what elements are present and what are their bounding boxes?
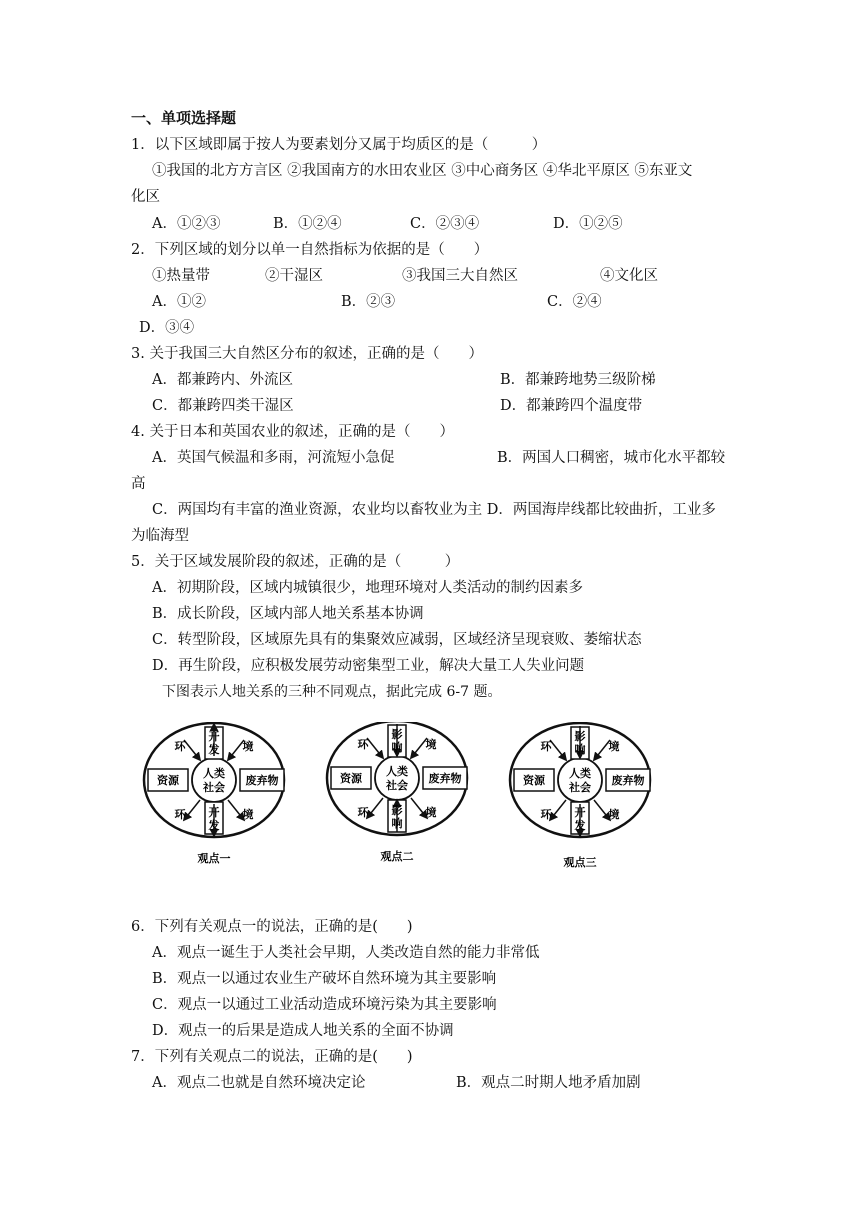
question-3-option-a: A．都兼跨内、外流区 [152, 372, 293, 388]
question-7-option-b: B．观点二时期人地矛盾加剧 [456, 1075, 641, 1091]
man-land-relationship-diagram [140, 722, 670, 872]
v1-ring-bottom-left: 环 [174, 808, 186, 821]
v2-top-arrow-char-2: 响 [391, 741, 403, 754]
question-3-option-d: D．都兼跨四个温度带 [500, 398, 643, 414]
viewpoint-3-panel [510, 723, 650, 869]
v1-waste-label: 废弃物 [245, 774, 279, 787]
v1-society-l2: 社会 [203, 781, 225, 794]
question-7-stem: 7．下列有关观点二的说法，正确的是( ) [131, 1049, 413, 1065]
question-5-option-b: B．成长阶段，区域内部人地关系基本协调 [152, 606, 424, 622]
question-2-stem: 2．下列区域的划分以单一自然指标为依据的是（ ） [131, 242, 489, 258]
question-4-option-d-cont: 为临海型 [131, 528, 189, 544]
v3-bottom-arrow-char-1: 开 [574, 806, 586, 819]
v2-bottom-arrow-char-2: 响 [391, 817, 403, 830]
question-3-stem: 3. 关于我国三大自然区分布的叙述，正确的是（ ） [131, 346, 483, 362]
question-2-option-b: B．②③ [341, 294, 396, 310]
question-6-stem: 6．下列有关观点一的说法，正确的是( ) [131, 919, 413, 935]
viewpoint-2-panel [327, 722, 467, 863]
v1-society-l1: 人类 [203, 767, 225, 780]
question-5-option-a: A．初期阶段，区域内城镇很少，地理环境对人类活动的制约因素多 [152, 580, 583, 596]
question-6-option-a: A．观点一诞生于人类社会早期，人类改造自然的能力非常低 [152, 945, 540, 961]
question-6-option-c: C．观点一以通过工业活动造成环境污染为其主要影响 [152, 997, 497, 1013]
v1-caption: 观点一 [197, 852, 231, 865]
question-3-option-b: B．都兼跨地势三级阶梯 [500, 372, 656, 388]
v1-ring-top-left: 环 [174, 740, 186, 753]
v2-bottom-arrow-char-1: 影 [391, 804, 403, 817]
v3-top-arrow-char-1: 影 [574, 730, 586, 743]
question-5-option-c: C．转型阶段，区域原先具有的集聚效应减弱，区域经济呈现衰败、萎缩状态 [152, 632, 642, 648]
v2-society-l2: 社会 [386, 779, 408, 792]
v1-resource-label: 资源 [157, 774, 179, 787]
question-6-option-d: D．观点一的后果是造成人地关系的全面不协调 [152, 1023, 454, 1039]
v2-ring-bottom-right: 境 [425, 806, 437, 819]
question-2-option-a: A．①② [152, 294, 206, 310]
v1-ring-bottom-right: 境 [242, 808, 254, 821]
v2-ring-bottom-left: 环 [357, 806, 369, 819]
v3-society-l2: 社会 [569, 781, 591, 794]
v2-ring-top-right: 境 [425, 738, 437, 751]
question-4-option-cd: C．两国均有丰富的渔业资源，农业均以畜牧业为主 D．两国海岸线都比较曲折，工业多 [152, 502, 716, 518]
v1-bottom-arrow-char-2: 发 [208, 819, 220, 832]
v1-bottom-arrow-char-1: 开 [208, 806, 220, 819]
question-1-option-c: C．②③④ [410, 216, 480, 232]
question-1-option-a: A．①②③ [152, 216, 221, 232]
v2-caption: 观点二 [380, 850, 414, 863]
v3-ring-top-right: 境 [608, 740, 620, 753]
question-1-option-b: B．①②④ [273, 216, 342, 232]
question-5-option-d: D．再生阶段，应积极发展劳动密集型工业，解决大量工人失业问题 [152, 658, 585, 674]
question-1-items: ①我国的北方方言区 ②我国南方的水田农业区 ③中心商务区 ④华北平原区 ⑤东亚文 [152, 163, 693, 179]
question-2-option-d: D．③④ [139, 320, 195, 336]
v1-top-arrow-char-2: 发 [208, 743, 220, 756]
question-4-option-b: B．两国人口稠密，城市化水平都较 [497, 450, 726, 466]
v3-society-l1: 人类 [569, 767, 591, 780]
v1-ring-top-right: 境 [242, 740, 254, 753]
v2-ring-top-left: 环 [357, 738, 369, 751]
question-2-item-4: ④文化区 [600, 268, 658, 284]
diagram-intro: 下图表示人地关系的三种不同观点，据此完成 6-7 题。 [162, 684, 502, 700]
question-2-item-1: ①热量带 [152, 268, 210, 284]
question-4-option-a: A．英国气候温和多雨，河流短小急促 [152, 450, 395, 466]
question-1-option-d: D．①②⑤ [553, 216, 623, 232]
question-5-stem: 5．关于区域发展阶段的叙述，正确的是（ ） [131, 554, 460, 570]
v3-ring-bottom-right: 境 [608, 808, 620, 821]
section-title: 一、单项选择题 [131, 109, 237, 127]
v3-caption: 观点三 [563, 856, 597, 869]
viewpoint-1-panel [144, 723, 284, 865]
v3-ring-bottom-left: 环 [540, 808, 552, 821]
v2-resource-label: 资源 [340, 772, 362, 785]
v1-top-arrow-char-1: 开 [208, 730, 220, 743]
question-4-stem: 4. 关于日本和英国农业的叙述，正确的是（ ） [131, 424, 454, 440]
v2-top-arrow-char-1: 影 [391, 728, 403, 741]
v2-society-l1: 人类 [386, 765, 408, 778]
question-1-items-cont: 化区 [131, 189, 160, 205]
question-2-option-c: C．②④ [547, 294, 602, 310]
v3-ring-top-left: 环 [540, 740, 552, 753]
v3-waste-label: 废弃物 [611, 774, 645, 787]
v2-waste-label: 废弃物 [428, 772, 462, 785]
question-2-item-3: ③我国三大自然区 [402, 268, 518, 284]
question-2-item-2: ②干湿区 [265, 268, 323, 284]
question-7-option-a: A．观点二也就是自然环境决定论 [152, 1075, 366, 1091]
v3-top-arrow-char-2: 响 [574, 743, 586, 756]
question-3-option-c: C．都兼跨四类干湿区 [152, 398, 294, 414]
v3-bottom-arrow-char-2: 发 [574, 819, 586, 832]
question-1-stem: 1．以下区域即属于按人为要素划分又属于均质区的是（ ） [131, 137, 547, 153]
question-6-option-b: B．观点一以通过农业生产破坏自然环境为其主要影响 [152, 971, 497, 987]
v3-resource-label: 资源 [523, 774, 545, 787]
question-4-option-b-cont: 高 [131, 476, 146, 492]
